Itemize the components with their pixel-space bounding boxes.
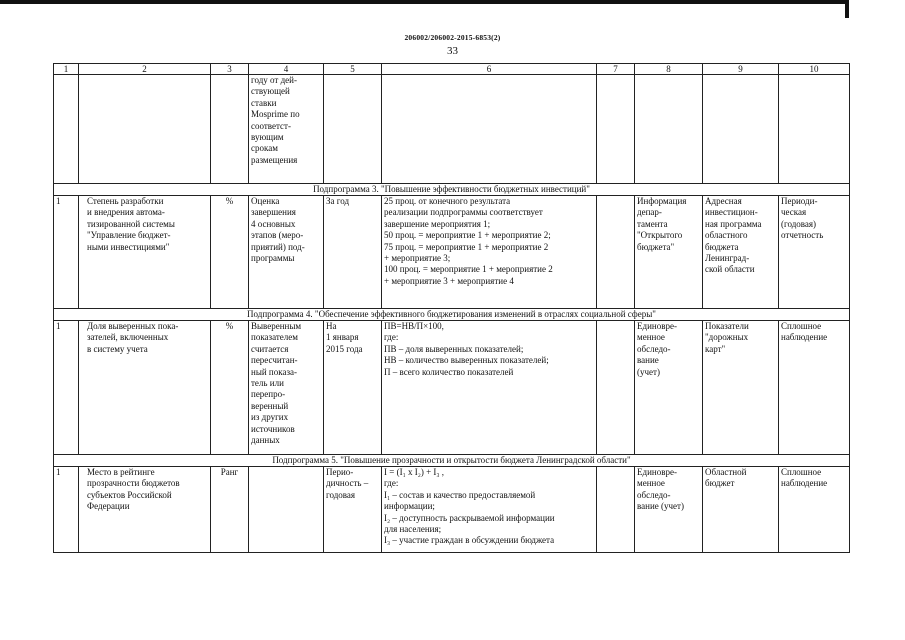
table-row xyxy=(54,196,850,309)
document-number: 206002/206002-2015-6853(2) xyxy=(404,33,501,42)
observation-cell xyxy=(779,75,850,184)
period-cell: Перио- дичность – годовая xyxy=(324,467,382,553)
top-border-line xyxy=(0,0,845,4)
source-cell: Показатели "дорожных карт" xyxy=(703,321,779,455)
subprogram-header-row xyxy=(54,455,850,467)
unit-cell xyxy=(211,75,249,184)
definition-cell: Выверенным показателем считается пересчитан- ный показа- тель или перепро- веренный из других источников данных xyxy=(249,321,324,455)
period-cell xyxy=(324,75,382,184)
source-cell: Адресная инвестицион- ная программа областного бюджета Ленинград- ской области xyxy=(703,196,779,309)
indicators-table xyxy=(53,63,850,553)
indicator-name-cell: Степень разработки и внедрения автома- тизированной системы "Управление бюджет- ными инвестициями" xyxy=(79,196,211,309)
definition-cell: году от дей- ствующей ставки Mosprime по соответст- вующим срокам размещения xyxy=(249,75,324,184)
empty-cell xyxy=(597,196,635,309)
column-number: 8 xyxy=(635,64,703,75)
subprogram-header-row xyxy=(54,309,850,321)
column-number: 2 xyxy=(79,64,211,75)
source-cell xyxy=(703,75,779,184)
column-number: 9 xyxy=(703,64,779,75)
method-cell xyxy=(635,75,703,184)
observation-cell: Периоди- ческая (годовая) отчетность xyxy=(779,196,850,309)
indicator-name-cell: Место в рейтинге прозрачности бюджетов субъектов Российской Федерации xyxy=(79,467,211,553)
observation-cell: Сплошное наблюдение xyxy=(779,321,850,455)
subprogram-title: Подпрограмма 5. "Повышение прозрачности и открытости бюджета Ленинградской области" xyxy=(54,455,850,467)
formula-cell: ПВ=НВ/П×100, где: ПВ – доля выверенных показателей; НВ – количество выверенных показателей; П – всего количество показателей xyxy=(382,321,597,455)
column-number: 1 xyxy=(54,64,79,75)
row-number-cell: 1 xyxy=(54,321,79,455)
page-number: 33 xyxy=(447,45,458,57)
formula-cell xyxy=(382,75,597,184)
right-border-tick xyxy=(845,0,849,18)
period-cell: На 1 января 2015 года xyxy=(324,321,382,455)
method-cell: Информация депар- тамента "Открытого бюджета" xyxy=(635,196,703,309)
definition-cell: Оценка завершения 4 основных этапов (меро- приятий) под- программы xyxy=(249,196,324,309)
table-row xyxy=(54,321,850,455)
column-number: 3 xyxy=(211,64,249,75)
indicator-name-cell: Доля выверенных пока- зателей, включенных в систему учета xyxy=(79,321,211,455)
table-row xyxy=(54,75,850,184)
empty-cell xyxy=(597,467,635,553)
unit-cell: % xyxy=(211,196,249,309)
column-number: 4 xyxy=(249,64,324,75)
column-number: 7 xyxy=(597,64,635,75)
definition-cell xyxy=(249,467,324,553)
unit-cell: % xyxy=(211,321,249,455)
row-number-cell xyxy=(54,75,79,184)
formula-cell: 25 проц. от конечного результата реализации подпрограммы соответствует завершение мероприятия 1; 50 проц. = мероприятие 1 + мероприятие 2; 75 проц. = мероприятие 1 + мероприятие 2 + мероприятие 3; 100 проц. = мероприятие 1 + мероприятие 2 + мероприятие 3 + мероприятие 4 xyxy=(382,196,597,309)
formula-cell: I = (I₁ x I₂) + I₃ , где: I₁ – состав и качество предоставляемой информации; I₂ – доступность раскрываемой информации для населения; I₃ – участие граждан в обсуждении бюджета xyxy=(382,467,597,553)
empty-cell xyxy=(597,75,635,184)
method-cell: Единовре- менное обследо- вание (учет) xyxy=(635,467,703,553)
row-number-cell: 1 xyxy=(54,196,79,309)
column-number-row xyxy=(54,64,850,75)
row-number-cell: 1 xyxy=(54,467,79,553)
observation-cell: Сплошное наблюдение xyxy=(779,467,850,553)
column-number: 10 xyxy=(779,64,850,75)
method-cell: Единовре- менное обследо- вание (учет) xyxy=(635,321,703,455)
subprogram-title: Подпрограмма 4. "Обеспечение эффективного бюджетирования изменений в отраслях социальной сферы" xyxy=(54,309,850,321)
column-number: 6 xyxy=(382,64,597,75)
subprogram-header-row xyxy=(54,184,850,196)
subprogram-title: Подпрограмма 3. "Повышение эффективности бюджетных инвестиций" xyxy=(54,184,850,196)
table-row xyxy=(54,467,850,553)
column-number: 5 xyxy=(324,64,382,75)
period-cell: За год xyxy=(324,196,382,309)
indicator-name-cell xyxy=(79,75,211,184)
source-cell: Областной бюджет xyxy=(703,467,779,553)
empty-cell xyxy=(597,321,635,455)
unit-cell: Ранг xyxy=(211,467,249,553)
